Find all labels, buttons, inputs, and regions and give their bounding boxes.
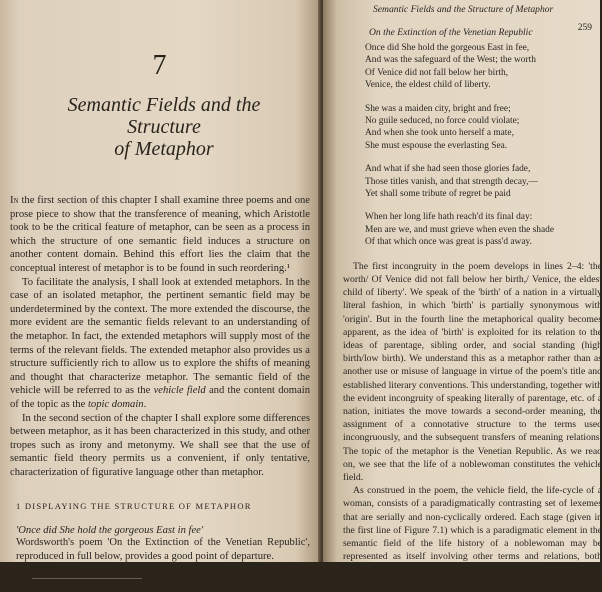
poem-line: And what if she had seen those glories fade, xyxy=(365,164,531,175)
poem-line: And was the safeguard of the West; the worth xyxy=(365,55,536,66)
poem-line: Men are we, and must grieve when even the shade xyxy=(365,224,554,235)
paragraph-4: Wordsworth's poem 'On the Extinction of the Venetian Republic', reproduced in full below, provides a good point of departure. xyxy=(16,537,310,563)
vehicle-field-term: vehicle field xyxy=(153,385,206,397)
poem-line: Of that which once was great is pass'd away. xyxy=(365,237,532,248)
poem-line: Once did She hold the gorgeous East in fee, xyxy=(365,43,530,53)
poem-line: No guile seduced, no force could violate; xyxy=(365,116,520,127)
paragraph-2-part-a: To facilitate the analysis, I shall look at extended metaphors. In the case of an isolated metaphor, the pertinent semantic field may be underdetermined by the context. The more extended the discourse, the more evident are the semantic fields relevant to an understanding of the metaphor. In fact, the extended metaphors will supply most of the terms of the relevant fields. The extended metaphor also provides us a structure sufficiently rich to allow us to explore the shifts of meaning and thought that characterize metaphor. The semantic field of the vehicle will be referred to as the xyxy=(10,276,310,397)
poem-line: Those titles vanish, and that strength decay,— xyxy=(365,176,538,187)
chapter-title-line-1: Semantic Fields and the Structure xyxy=(67,94,261,138)
poem-stanza xyxy=(365,211,598,248)
analysis-paragraph-2: As construed in the poem, the vehicle field, the life-cycle of a woman, consists of a paradigmatically contrasting set of lexemes that are serially and non-cyclically ordered. Each stage (given in the first line of Figure 7.1) which is a paradigmatic element in the semantic field of the life history of a noblewoman may be represented as itself involving other terms and relations, both paradigmatic and syntagmatic. A birth may be 'high' or 'low' and involves a set of syntagmatic xyxy=(343,485,602,589)
left-body-text xyxy=(10,194,310,479)
footnote: ¹ Section 1 of this chapter is based on Kittay and Lehrer 1981. xyxy=(32,578,142,592)
poem-stanza xyxy=(365,163,598,200)
running-head: Semantic Fields and the Structure of Metaphor xyxy=(373,4,554,15)
paragraph-2-part-b: and the content domain of the topic as the xyxy=(10,385,310,410)
chapter-title-line-2: of Metaphor xyxy=(114,138,214,160)
intro-dropcap: In xyxy=(10,195,19,206)
poem-line: She must espouse the everlasting Sea. xyxy=(365,140,508,151)
paragraph-3: In the second section of the chapter I shall explore some differences between metaphor, as it has been characterized in this study, and other tropes such as irony and metonymy. We shall see that the use of semantic field theory permits us a convenient, if only tentative, characterization of figurative language other than metaphor. xyxy=(10,412,310,478)
poem-line: She was a maiden city, bright and free; xyxy=(365,103,511,114)
intro-paragraph xyxy=(10,194,310,276)
paragraph-2-part-c: . xyxy=(143,398,147,410)
paragraph-2 xyxy=(10,276,310,412)
poem-line: Of Venice did not fall below her birth, xyxy=(365,67,509,78)
analysis-paragraph-1: The first incongruity in the poem develops in lines 2–4: 'the worth/ Of Venice did not fall below her birth,/ Venice, the eldest child of liberty'. We speak of the 'birth' of a nation in a virtually literal fashion, in which 'birth' is partially synonymous with 'origin'. But in the fourth line the metaphorical quality becomes apparent, as the idea of 'birth' is exploited for its relation to the ideas of parentage, sibling order, and social standing (high birth/low birth). We understand this as a metaphor rather than as another use or misuse of language in virtue of the poem's title and established literary conventions. This understanding, together with the evident incongruity of speaking literally of parentage, etc. of a nation, initiates the move towards a second-order meaning, the assignment of a connotative structure to the terms used incongruously, and the subsequent transfers of meaning relations. The topic of the metaphor is the Venetian Republic. As we read on, we see that the life of a noblewoman constitutes the vehicle field. xyxy=(343,260,602,483)
poem-line: When her long life hath reach'd its final day: xyxy=(365,212,533,223)
topic-domain-term: topic domain xyxy=(87,398,144,410)
poem-line: And when she took unto herself a mate, xyxy=(365,128,514,139)
right-page xyxy=(323,0,602,589)
poem-title: On the Extinction of the Venetian Republic xyxy=(369,27,533,38)
poem-stanza xyxy=(365,103,598,153)
right-body-text xyxy=(343,260,602,590)
poem-line: Yet shall some tribute of regret be paid xyxy=(365,189,511,200)
chapter-title xyxy=(36,94,292,160)
page-number: 259 xyxy=(577,23,592,33)
chapter-number: 7 xyxy=(152,50,168,81)
section-heading: 1 DISPLAYING THE STRUCTURE OF METAPHOR xyxy=(16,501,252,512)
subheading: 'Once did She hold the gorgeous East in fee' xyxy=(16,525,204,537)
poem xyxy=(365,42,598,249)
intro-text: the first section of this chapter I shall examine three poems and one prose piece to show that the transference of meaning, which Aristotle took to be the critical feature of metaphor, can be seen as a process in which the structure of one semantic field induces a structure on another content domain. Behind this effort lies the claim that the conceptual interest of metaphor is to be found in such reordering.¹ xyxy=(10,195,310,274)
poem-stanza xyxy=(365,42,598,92)
paragraph-4-block xyxy=(16,536,310,563)
poem-line: Venice, the eldest child of liberty. xyxy=(365,80,491,91)
